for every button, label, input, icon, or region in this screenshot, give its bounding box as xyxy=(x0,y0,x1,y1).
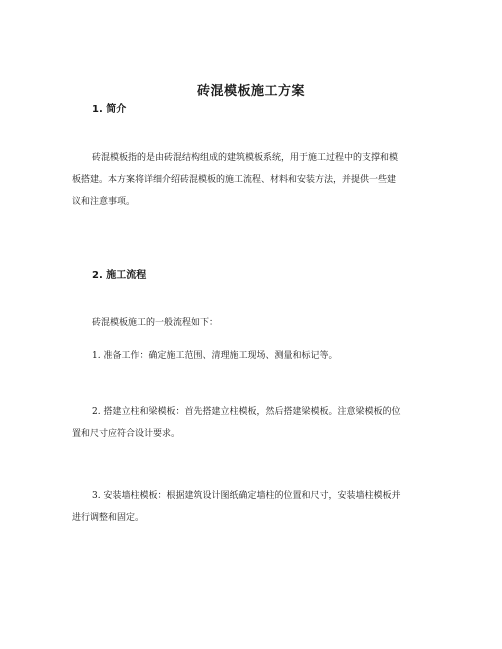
step-3-line-2: 进行调整和固定。 xyxy=(72,513,145,523)
document-title: 砖混模板施工方案 xyxy=(196,84,305,99)
intro-line-1: 砖混模板指的是由砖混结构组成的建筑模板系统，用于施工过程中的支撑和模 xyxy=(92,153,399,163)
section-heading-intro: 1. 简介 xyxy=(92,104,127,115)
step-2-line-2: 置和尺寸应符合设计要求。 xyxy=(72,429,181,439)
process-intro-line: 砖混模板施工的一般流程如下： xyxy=(92,318,219,328)
intro-line-2: 板搭建。本方案将详细介绍砖混模板的施工流程、材料和安装方法，并提供一些建 xyxy=(72,175,397,185)
process-intro xyxy=(92,312,432,334)
step-3 xyxy=(72,485,432,529)
step-2-line-1: 2. 搭建立柱和梁模板：首先搭建立柱模板，然后搭建梁模板。注意梁模板的位 xyxy=(92,407,401,417)
section-heading-process: 2. 施工流程 xyxy=(92,270,147,281)
step-1-line-1: 1. 准备工作：确定施工范围、清理施工现场、测量和标记等。 xyxy=(92,351,338,361)
step-1 xyxy=(92,345,432,367)
intro-paragraph xyxy=(72,147,432,213)
step-2 xyxy=(72,401,432,445)
intro-line-3: 议和注意事项。 xyxy=(72,197,136,207)
step-3-line-1: 3. 安装墙柱模板：根据建筑设计图纸确定墙柱的位置和尺寸，安装墙柱模板并 xyxy=(92,491,401,501)
